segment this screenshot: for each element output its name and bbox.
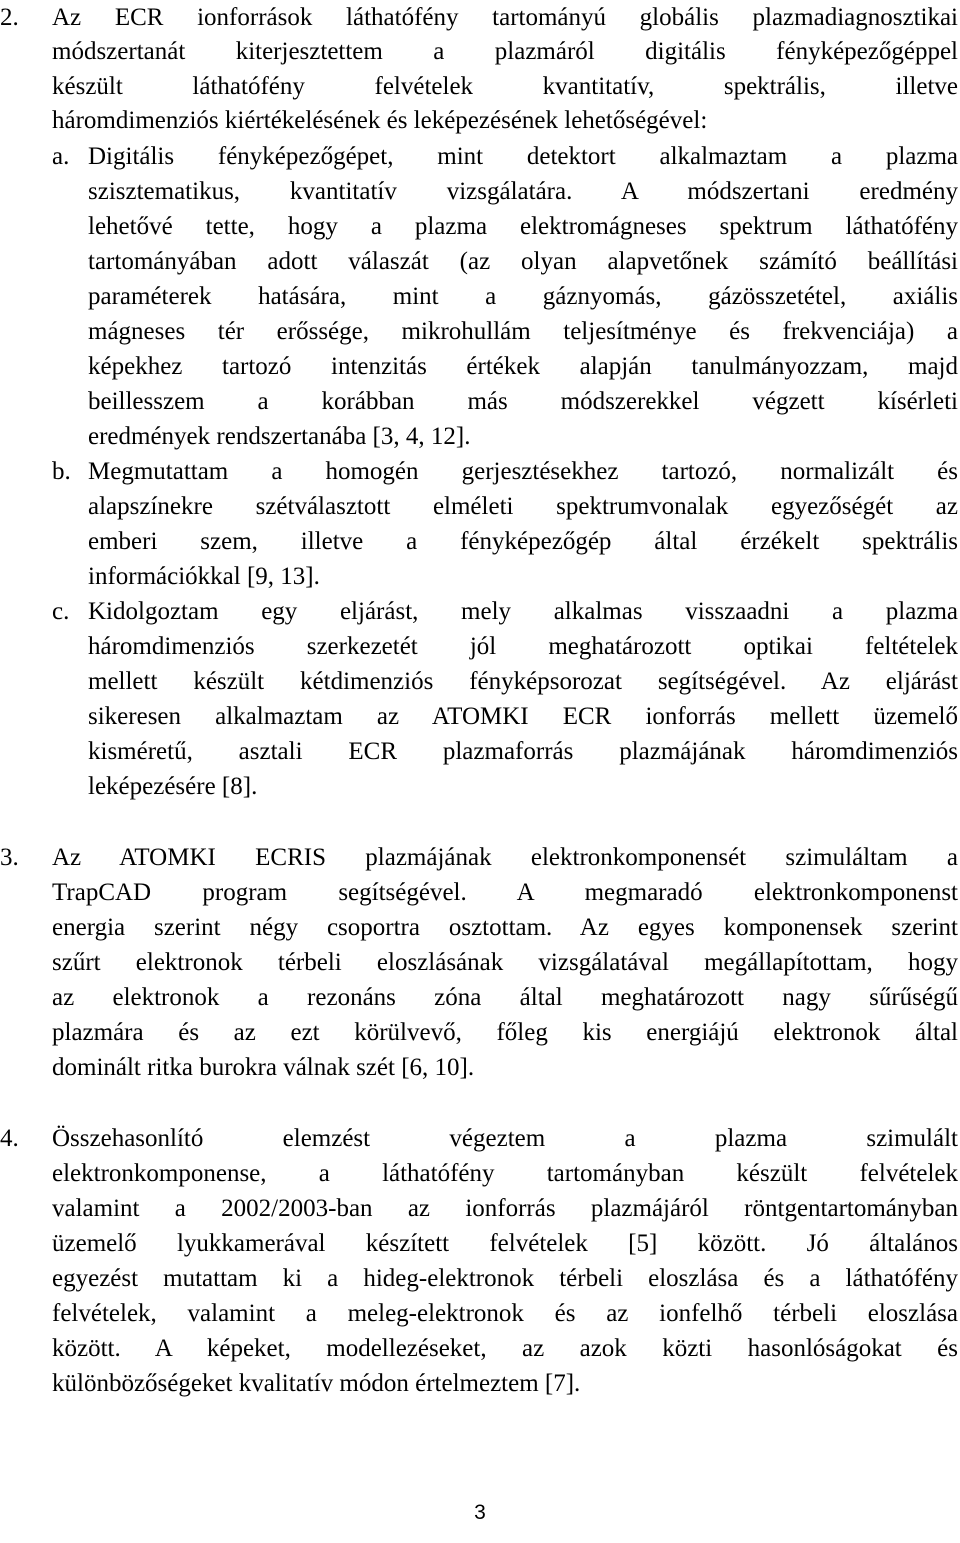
item2-line-2: módszertanát kiterjesztettem a plazmáról digitális fényképezőgéppel: [52, 38, 958, 65]
sub-c-line-4: sikeresen alkalmaztam az ATOMKI ECR ionforrás mellett üzemelő: [88, 703, 958, 730]
item4-line-4: üzemelő lyukkamerával készített felvételek [5] között. Jó általános: [52, 1230, 958, 1257]
item-number-3: 3.: [0, 844, 19, 871]
item3-line-1: Az ATOMKI ECRIS plazmájának elektronkomponensét szimuláltam a: [52, 844, 958, 871]
item3-line-2: TrapCAD program segítségével. A megmaradó elektronkomponenst: [52, 879, 958, 906]
sub-b-line-3: emberi szem, illetve a fényképezőgép által érzékelt spektrális: [88, 528, 958, 555]
sub-b-line-4: információkkal [9, 13].: [88, 563, 320, 590]
item2-line-4: háromdimenziós kiértékelésének és leképezésének lehetőségével:: [52, 107, 708, 134]
sub-a-line-6: mágneses tér erőssége, mikrohullám teljesítménye és frekvenciája) a: [88, 318, 958, 345]
item-number-4: 4.: [0, 1125, 19, 1152]
item4-line-5: egyezést mutattam ki a hideg-elektronok térbeli eloszlása és a láthatófény: [52, 1265, 958, 1292]
item4-line-7: között. A képeket, modellezéseket, az azok közti hasonlóságokat és: [52, 1335, 958, 1362]
item3-line-7: dominált ritka burokra válnak szét [6, 10].: [52, 1054, 475, 1081]
sub-a-line-1: Digitális fényképezőgépet, mint detektort alkalmaztam a plazma: [88, 143, 958, 170]
page-number: 3: [474, 1501, 486, 1524]
item4-line-1: Összehasonlító elemzést végeztem a plazma szimulált: [52, 1125, 958, 1152]
item3-line-4: szűrt elektronok térbeli eloszlásának vizsgálatával megállapítottam, hogy: [52, 949, 958, 976]
sub-b-line-2: alapszínekre szétválasztott elméleti spektrumvonalak egyezőségét az: [88, 493, 958, 520]
item4-line-2: elektronkomponense, a láthatófény tartományban készült felvételek: [52, 1160, 958, 1187]
sub-c-line-6: leképezésére [8].: [88, 773, 258, 800]
item3-line-6: plazmára és az ezt körülvevő, főleg kis energiájú elektronok által: [52, 1019, 958, 1046]
sub-a-line-5: paraméterek hatására, mint a gáznyomás, gázösszetétel, axiális: [88, 283, 958, 310]
item4-line-3: valamint a 2002/2003-ban az ionforrás plazmájáról röntgentartományban: [52, 1195, 958, 1222]
item4-line-8: különbözőségeket kvalitatív módon értelmeztem [7].: [52, 1370, 581, 1397]
item3-line-3: energia szerint négy csoportra osztottam. Az egyes komponensek szerint: [52, 914, 958, 941]
item4-line-6: felvételek, valamint a meleg-elektronok és az ionfelhő térbeli eloszlása: [52, 1300, 958, 1327]
item2-line-1: Az ECR ionforrások láthatófény tartományú globális plazmadiagnosztikai: [52, 4, 958, 31]
sub-a-line-8: beillesszem a korábban más módszerekkel végzett kísérleti: [88, 388, 958, 415]
item3-line-5: az elektronok a rezonáns zóna által meghatározott nagy sűrűségű: [52, 984, 958, 1011]
sub-a-line-2: szisztematikus, kvantitatív vizsgálatára. A módszertani eredmény: [88, 178, 958, 205]
sub-a-line-9: eredmények rendszertanába [3, 4, 12].: [88, 423, 471, 450]
sub-a-line-7: képekhez tartozó intenzitás értékek alapján tanulmányozzam, majd: [88, 353, 958, 380]
subitem-letter-c: c.: [52, 598, 70, 625]
item-number-2: 2.: [0, 4, 19, 31]
sub-a-line-4: tartományában adott válaszát (az olyan alapvetőnek számító beállítási: [88, 248, 958, 275]
item2-line-3: készült láthatófény felvételek kvantitatív, spektrális, illetve: [52, 73, 958, 100]
sub-c-line-5: kisméretű, asztali ECR plazmaforrás plazmájának háromdimenziós: [88, 738, 958, 765]
sub-c-line-1: Kidolgoztam egy eljárást, mely alkalmas visszaadni a plazma: [88, 598, 958, 625]
sub-b-line-1: Megmutattam a homogén gerjesztésekhez tartozó, normalizált és: [88, 458, 958, 485]
sub-a-line-3: lehetővé tette, hogy a plazma elektromágneses spektrum láthatófény: [88, 213, 958, 240]
subitem-letter-a: a.: [52, 143, 70, 170]
sub-c-line-2: háromdimenziós szerkezetét jól meghatározott optikai feltételek: [88, 633, 958, 660]
subitem-letter-b: b.: [52, 458, 71, 485]
sub-c-line-3: mellett készült kétdimenziós fényképsorozat segítségével. Az eljárást: [88, 668, 958, 695]
